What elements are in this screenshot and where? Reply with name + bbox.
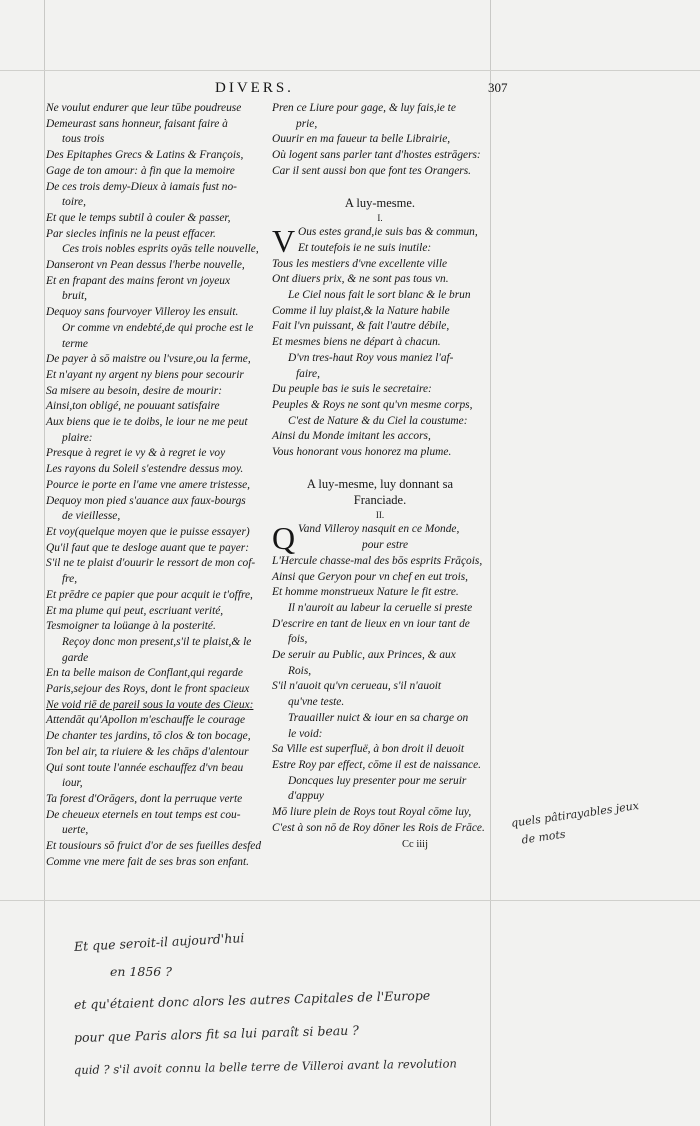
text-line: Rois, [288,664,312,677]
text-line: Et prēdre ce papier que pour acquit ie t'offre, [46,588,253,601]
text-line: Et homme monstrueux Nature le fit estre. [272,586,459,599]
rule-top [0,70,700,71]
drop-cap: Q [272,520,296,557]
text-line: Pource ie porte en l'ame vne amere tristesse, [46,478,251,491]
text-line: Et toutefois ie ne suis inutile: [298,241,432,254]
handwritten-bottom-note [74,930,674,1087]
text-line: Ous estes grand,ie suis bas & commun, [298,226,478,239]
text-line: Qu'il faut que te desloge auant que te payer: [46,541,249,554]
text-line: Ont diuers prix, & ne sont pas tous vn. [272,273,449,286]
text-line: Pren ce Liure pour gage, & luy fais,ie te [272,102,456,114]
rule-bottom [0,900,700,901]
text-line: Attendāt qu'Apollon m'eschauffe le courage [46,714,246,727]
text-line: En ta belle maison de Conflant,qui regarde [46,667,243,680]
section-heading: A luy-mesme, luy donnant sa [306,477,454,492]
handwritten-line: quid ? s'il avoit connu la belle terre de Villeroi avant la revolution [73,1056,457,1077]
text-line-underlined: Ne void riē de pareil sous la voute des Cieux: [46,698,254,711]
text-line: Ainsi du Monde imitant les accors, [272,430,431,443]
text-line: Peuples & Roys ne sont qu'vn mesme corps, [272,398,473,411]
section-heading: Franciade. [353,493,407,508]
text-line: Et n'ayant ny argent ny biens pour secourir [46,368,244,381]
text-line: S'il ne te plaist d'ouurir le ressort de mon cof- [46,557,256,570]
text-line: Les rayons du Soleil s'estendre dessus moy. [46,463,244,476]
margin-rule-left [44,0,45,1126]
text-line: D'vn tres-haut Roy vous maniez l'af- [288,351,454,364]
text-line: Doncques luy presenter pour me seruir [288,774,467,787]
text-line: Et voy(quelque moyen que ie puisse essayer) [46,525,250,538]
handwritten-line: en 1856 ? [110,964,172,979]
text-line: Du peuple bas ie suis le secretaire: [272,383,432,396]
text-line: Dequoy sans fourvoyer Villeroy les ensuit. [46,306,239,319]
text-line: Ne voulut endurer que leur tūbe poudreuse [46,102,242,114]
page-number: 307 [488,80,508,95]
text-line: Comme vne mere fait de ses bras son enfant. [46,855,249,868]
text-line: Estre Roy par effect, cōme il est de naissance. [272,758,481,771]
text-line: C'est de Nature & du Ciel la coustume: [288,414,468,427]
text-line: Ces trois nobles esprits oyās telle nouvelle, [62,243,259,256]
text-line: qu'vne teste. [288,696,345,709]
text-line: Il n'auroit au labeur la ceruelle si preste [288,601,473,614]
section-numeral: I. [377,213,383,224]
text-line: Ainsi que Geryon pour vn chef en eut trois, [272,570,469,583]
text-line: Dequoy mon pied s'auance aux faux-bourgs [46,494,246,507]
left-column [46,101,268,870]
text-line: S'il n'auoit qu'vn cerueau, s'il n'auoit [272,680,442,693]
text-line: Presque à regret ie vy & à regret ie voy [46,447,226,460]
text-line: Et tousiours sō fruict d'or de ses fueilles desfed [46,840,262,853]
text-line: Demeurast sans honneur, faisant faire à [46,117,228,130]
section-numeral: II. [375,510,385,521]
text-line: C'est à son nō de Roy dōner les Rois de Frāce. [272,821,485,834]
text-line: Et mesmes biens ne départ à chacun. [272,336,441,349]
handwritten-margin-note [510,797,643,851]
text-line: De ces trois demy-Dieux à iamais fust no- [46,180,237,193]
text-line: Ta forest d'Orāgers, dont la perruque verte [46,792,243,805]
text-line: Où logent sans parler tant d'hostes estrāgers: [272,149,481,162]
text-line: Et ma plume qui peut, escriuant verité, [46,604,224,617]
text-line: plaire: [62,431,93,444]
text-line: bruit, [62,290,88,303]
text-line: fre, [62,573,78,586]
text-line: Gage de ton amour: à fin que la memoire [46,164,235,177]
text-line: D'escrire en tant de lieux en vn iour tant de [272,617,470,630]
text-line: Vand Villeroy nasquit en ce Monde, [298,523,460,536]
text-line: Sa Ville est superfluë, à bon droit il deuoit [272,743,465,756]
text-line: Comme il luy plaist,& la Nature habile [272,304,450,317]
text-line: prie, [296,117,318,130]
text-line: Or comme vn endebté,de qui proche est le [62,321,254,334]
text-line: Par siecles infinis ne la peust effacer. [46,227,216,240]
text-line: Paris,sejour des Roys, dont le front spacieux [46,683,250,696]
text-line: Le Ciel nous fait le sort blanc & le brun [288,289,471,302]
text-line: Ainsi,ton obligé, ne pouuant satisfaire [46,400,220,413]
text-line: Tous les mestiers d'vne excellente ville [272,257,448,270]
text-line: Sa misere au besoin, desire de mourir: [46,384,223,397]
handwritten-line: pour que Paris alors fit sa lui paraît si beau ? [73,1022,360,1045]
text-line: Ouurir en ma faueur ta belle Librairie, [272,133,451,146]
text-line: Fait l'vn puissant, & fait l'autre débile, [272,320,450,333]
text-line: Vous honorant vous honorez ma plume. [272,446,452,459]
handwritten-line: quels pâtirayables jeux [510,799,640,830]
section-heading: A luy-mesme. [344,196,416,211]
text-line: Tesmoigner ta loüange à la posterité. [46,620,216,633]
handwritten-line: Et que seroit-il aujourd'hui [73,930,245,954]
text-line: Aux biens que ie te doibs, le iour ne me peut [46,416,248,429]
text-line: Et en frapant des mains feront vn joyeux [46,274,231,287]
text-line: Ton bel air, ta riuiere & les chāps d'alentour [46,745,249,758]
text-line: De seruir au Public, aux Princes, & aux [272,649,456,662]
text-line: Qui sont toute l'année eschauffez d'vn beau [46,761,244,774]
text-line: Des Epitaphes Grecs & Latins & François, [46,149,244,162]
text-line: De chanter tes jardins, tō clos & ton bocage, [46,730,251,743]
text-line: Danseront vn Pean dessus l'herbe nouvelle, [46,259,245,272]
text-line: Trauailler nuict & iour en sa charge on [288,711,469,724]
text-line: faire, [296,367,320,380]
text-line: d'appuy [288,790,324,803]
text-line: le void: [288,727,323,740]
text-line: Reçoy donc mon present,s'il te plaist,& le [62,635,252,648]
text-line: De cheueux eternels en tout temps est cou- [46,808,241,821]
text-line: de vieillesse, [62,510,121,523]
text-line: garde [62,651,89,664]
text-line: De payer à sō maistre ou l'vsure,ou la ferme, [46,353,251,366]
text-line: Mō liure plein de Roys tout Royal cōme luy, [272,806,472,819]
text-line: iour, [62,777,83,790]
text-line: Et que le temps subtil à couler & passer, [46,211,231,224]
handwritten-line: de mots [520,827,567,847]
text-line: uerte, [62,824,89,837]
running-title: DIVERS. [215,80,294,96]
text-line: fois, [288,633,308,646]
page-header [0,80,700,100]
right-column [272,101,488,852]
drop-cap: V [272,223,296,260]
signature-mark: Cc iiij [402,838,428,850]
handwritten-line: et qu'étaient donc alors les autres Capitales de l'Europe [73,987,431,1012]
text-line: pour estre [362,539,409,552]
text-line: L'Hercule chasse-mal des bōs esprits Frāçois, [272,554,483,567]
text-line: toire, [62,196,86,209]
text-line: tous trois [62,133,105,146]
text-line: terme [62,337,88,350]
text-line: Car il sent aussi bon que font tes Orangers. [272,164,472,177]
